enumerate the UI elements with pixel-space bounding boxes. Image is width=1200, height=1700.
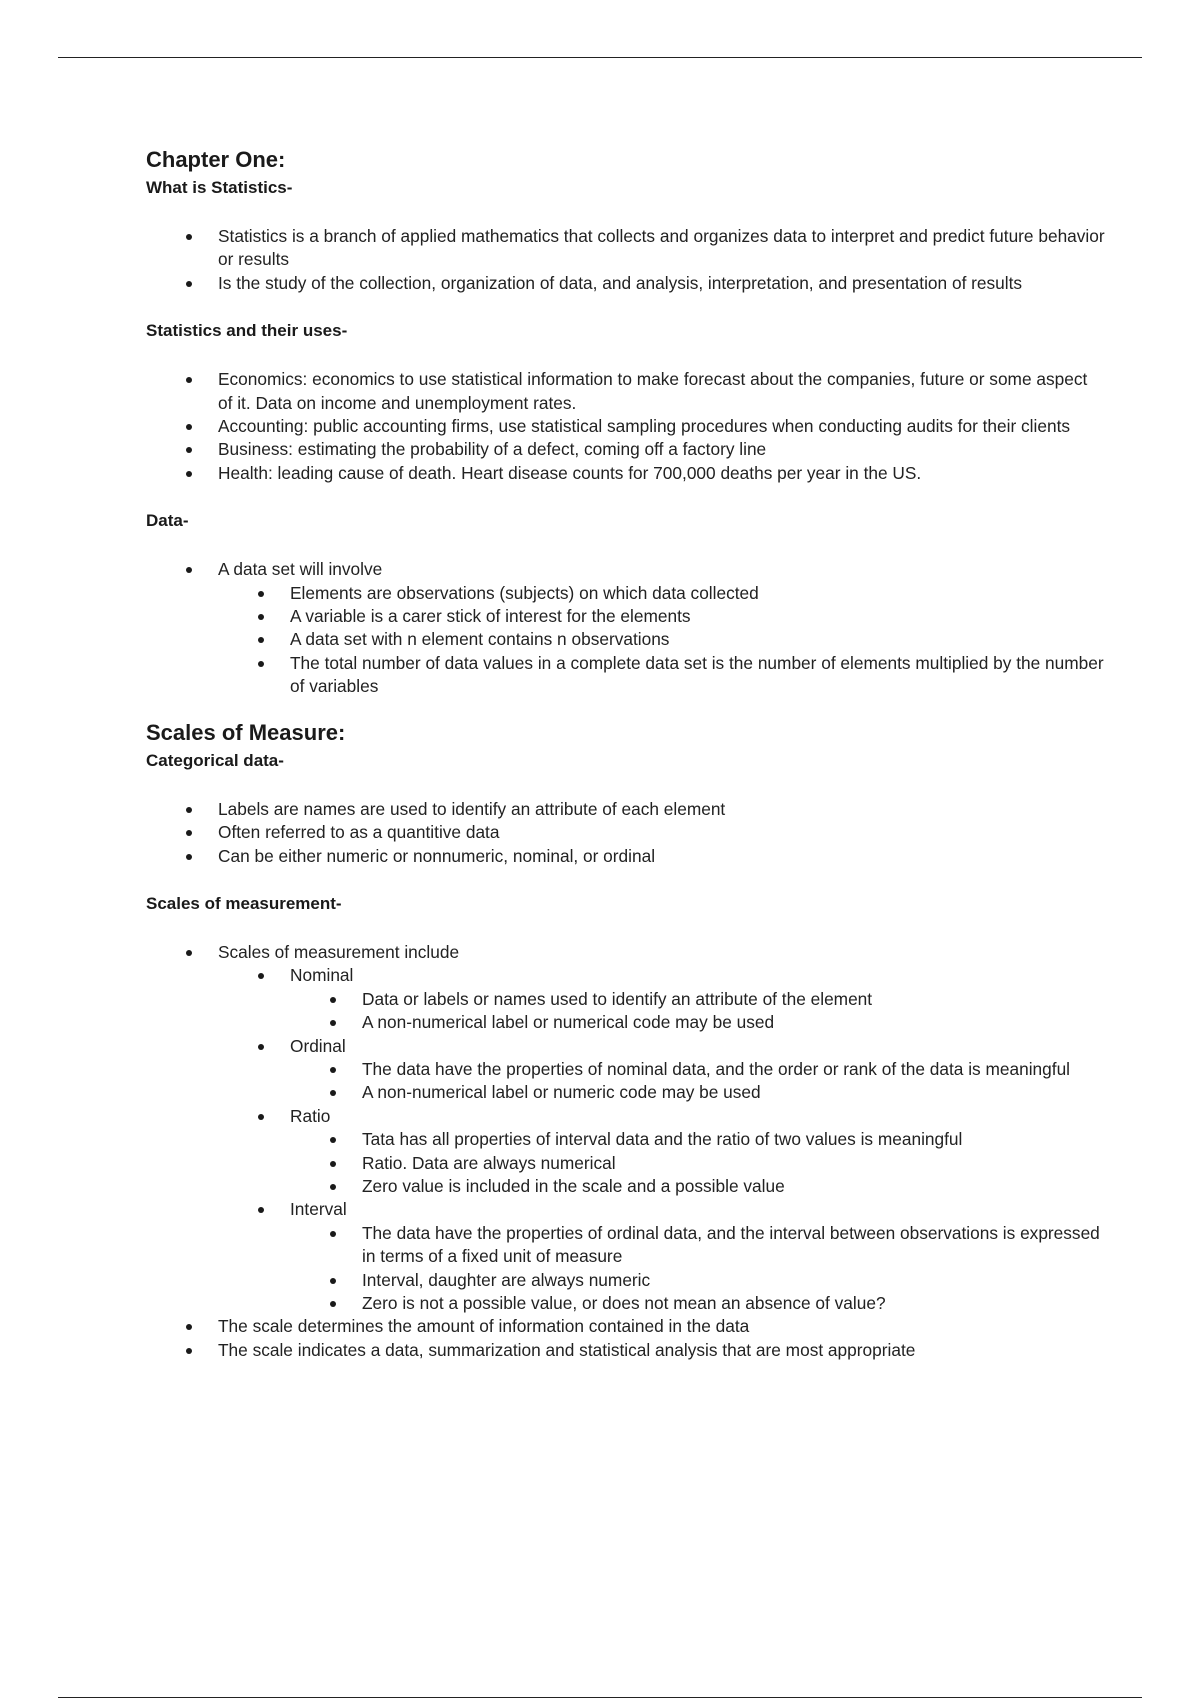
nominal-details-list [218, 988, 1106, 1035]
list-item: Interval, daughter are always numeric [290, 1269, 1106, 1292]
statistics-uses-list [146, 368, 1106, 485]
list-item: Labels are names are used to identify an attribute of each element [146, 798, 1106, 821]
list-item: A non-numerical label or numeric code may be used [290, 1081, 1106, 1104]
list-item: A non-numerical label or numerical code may be used [290, 1011, 1106, 1034]
bullet-icon [330, 1231, 336, 1237]
list-item: The scale determines the amount of information contained in the data [146, 1315, 1106, 1338]
bullet-icon [186, 830, 192, 836]
data-sublist [146, 582, 1106, 699]
bullet-icon [258, 637, 264, 643]
list-item: Economics: economics to use statistical information to make forecast about the companies, future or some aspect of it. Data on income and unemployment rates. [146, 368, 1106, 415]
list-item: Accounting: public accounting firms, use statistical sampling procedures when conducting audits for their clients [146, 415, 1106, 438]
bullet-icon [258, 661, 264, 667]
list-item: A variable is a carer stick of interest for the elements [218, 605, 1106, 628]
list-item-nominal: Nominal Data or labels or names used to identify an attribute of the element A non-numerical label or numerical code may be used [218, 964, 1106, 1034]
bullet-icon [330, 1278, 336, 1284]
scale-types-list [146, 964, 1106, 1315]
list-item: Statistics is a branch of applied mathematics that collects and organizes data to interpret and predict future behavior or results [146, 225, 1106, 272]
list-item: Zero value is included in the scale and a possible value [290, 1175, 1106, 1198]
bullet-icon [186, 234, 192, 240]
bullet-icon [258, 591, 264, 597]
list-item: Scales of measurement include Nominal Data or labels or names used to identify an attribute of the element A non-numerical label or numerical code may be used Ordinal The data have the properties of nominal data, and the order or rank of the data is meaningful A non-numerical label or numeric code may be used Ratio Tata has all properties of interval data and the ratio of two values is meaningful Ratio. Data are always numerical Zero value is included in the scale and a possible value Interval The data have the properties of ordinal data, and the interval between observations is expressed in terms of a fixed unit of measure Interval, daughter are always numeric Zero is not a possible value, or does not mean an absence of value? [146, 941, 1106, 1316]
what-is-statistics-list [146, 225, 1106, 295]
list-item-ratio: Ratio Tata has all properties of interval data and the ratio of two values is meaningful Ratio. Data are always numerical Zero value is included in the scale and a possible value [218, 1105, 1106, 1199]
bullet-icon [258, 1114, 264, 1120]
bullet-icon [186, 424, 192, 430]
bullet-icon [186, 807, 192, 813]
scales-of-measurement-list [146, 941, 1106, 1362]
list-item: The data have the properties of ordinal data, and the interval between observations is expressed in terms of a fixed unit of measure [290, 1222, 1106, 1269]
categorical-data-list [146, 798, 1106, 868]
list-item: Can be either numeric or nonnumeric, nominal, or ordinal [146, 845, 1106, 868]
document-body [146, 144, 1106, 1362]
bullet-icon [186, 950, 192, 956]
statistics-uses-heading: Statistics and their uses- [146, 321, 348, 341]
list-item: Business: estimating the probability of a defect, coming off a factory line [146, 438, 1106, 461]
interval-details-list [218, 1222, 1106, 1316]
list-item: Is the study of the collection, organization of data, and analysis, interpretation, and presentation of results [146, 272, 1106, 295]
list-item: A data set with n element contains n observations [218, 628, 1106, 651]
chapter-one-title: Chapter One: [146, 147, 286, 172]
list-item: Health: leading cause of death. Heart disease counts for 700,000 deaths per year in the US. [146, 462, 1106, 485]
bullet-icon [186, 447, 192, 453]
scales-of-measure-title: Scales of Measure: [146, 719, 346, 745]
list-item-ordinal: Ordinal The data have the properties of nominal data, and the order or rank of the data is meaningful A non-numerical label or numeric code may be used [218, 1035, 1106, 1105]
list-item: A data set will involve Elements are observations (subjects) on which data collected A variable is a carer stick of interest for the elements A data set with n element contains n observations The total number of data values in a complete data set is the number of elements multiplied by the number of variables [146, 558, 1106, 698]
bullet-icon [186, 281, 192, 287]
bullet-icon [186, 1324, 192, 1330]
list-item-interval: Interval The data have the properties of ordinal data, and the interval between observations is expressed in terms of a fixed unit of measure Interval, daughter are always numeric Zero is not a possible value, or does not mean an absence of value? [218, 1198, 1106, 1315]
list-item: The scale indicates a data, summarization and statistical analysis that are most appropriate [146, 1339, 1106, 1362]
list-item: Data or labels or names used to identify an attribute of the element [290, 988, 1106, 1011]
bullet-icon [330, 1301, 336, 1307]
scales-of-measurement-heading: Scales of measurement- [146, 893, 342, 913]
bullet-icon [186, 377, 192, 383]
top-rule [58, 57, 1142, 58]
bullet-icon [258, 973, 264, 979]
bullet-icon [330, 1090, 336, 1096]
bullet-icon [258, 1207, 264, 1213]
data-heading: Data- [146, 511, 189, 531]
bullet-icon [258, 614, 264, 620]
bullet-icon [330, 1161, 336, 1167]
bullet-icon [186, 854, 192, 860]
list-item: Zero is not a possible value, or does not mean an absence of value? [290, 1292, 1106, 1315]
what-is-statistics-heading: What is Statistics- [146, 178, 293, 197]
ratio-details-list [218, 1128, 1106, 1198]
list-item: Often referred to as a quantitive data [146, 821, 1106, 844]
ordinal-details-list [218, 1058, 1106, 1105]
list-item: The data have the properties of nominal data, and the order or rank of the data is meaningful [290, 1058, 1106, 1081]
bullet-icon [258, 1044, 264, 1050]
data-list [146, 558, 1106, 698]
bullet-icon [186, 471, 192, 477]
bullet-icon [186, 567, 192, 573]
bottom-rule [58, 1697, 1142, 1698]
bullet-icon [330, 1067, 336, 1073]
bullet-icon [330, 1137, 336, 1143]
list-item: Elements are observations (subjects) on which data collected [218, 582, 1106, 605]
list-item: The total number of data values in a complete data set is the number of elements multiplied by the number of variables [218, 652, 1106, 699]
bullet-icon [330, 1020, 336, 1026]
bullet-icon [330, 1184, 336, 1190]
bullet-icon [186, 1348, 192, 1354]
bullet-icon [330, 997, 336, 1003]
categorical-data-heading: Categorical data- [146, 750, 284, 770]
list-item: Tata has all properties of interval data and the ratio of two values is meaningful [290, 1128, 1106, 1151]
list-item: Ratio. Data are always numerical [290, 1152, 1106, 1175]
